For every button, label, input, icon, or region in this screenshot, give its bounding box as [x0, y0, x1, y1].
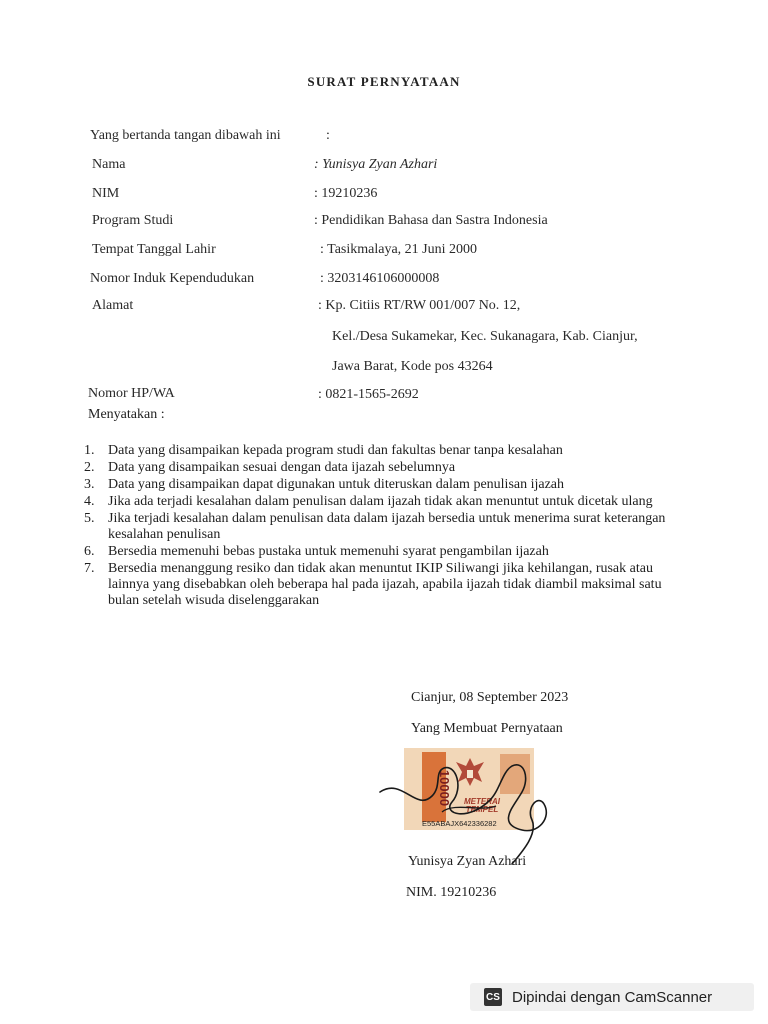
field-value-alamat: : Kp. Citiis RT/RW 001/007 No. 12, — [318, 298, 521, 313]
item-number: 5. — [84, 511, 95, 526]
signature-place-date: Cianjur, 08 September 2023 — [411, 690, 569, 705]
field-value-nik: : 3203146106000008 — [320, 271, 440, 286]
item-text: Data yang disampaikan dapat digunakan untuk diteruskan dalam penulisan ijazah — [108, 477, 565, 492]
field-value-ttl: : Tasikmalaya, 21 Juni 2000 — [320, 242, 478, 257]
item-number: 6. — [84, 544, 95, 559]
item-number: 1. — [84, 443, 95, 458]
statement-list — [84, 443, 694, 610]
stamp-label-meterai: METERAI — [464, 797, 500, 806]
item-text: Bersedia memenuhi bebas pustaka untuk memenuhi syarat pengambilan ijazah — [108, 544, 549, 559]
field-label-alamat: Alamat — [92, 298, 134, 313]
signature-maker-label: Yang Membuat Pernyataan — [411, 721, 563, 736]
signature-nim: NIM. 19210236 — [406, 885, 497, 900]
intro-text: Yang bertanda tangan dibawah ini — [90, 128, 281, 143]
item-number: 3. — [84, 477, 95, 492]
field-label-nik: Nomor Induk Kependudukan — [90, 271, 255, 286]
item-number: 7. — [84, 561, 95, 576]
camscanner-watermark — [470, 983, 754, 1011]
stamp-value: 10000 — [437, 769, 452, 807]
list-item — [84, 460, 694, 476]
field-value-nim: : 19210236 — [314, 186, 378, 201]
intro-colon: : — [326, 128, 330, 143]
field-label-program-studi: Program Studi — [92, 213, 174, 228]
document-title: SURAT PERNYATAAN — [307, 74, 461, 89]
camscanner-icon: CS — [484, 988, 502, 1006]
item-number: 2. — [84, 460, 95, 475]
item-number: 4. — [84, 494, 95, 509]
list-item — [84, 477, 694, 493]
list-item — [84, 561, 694, 609]
handwritten-signature — [372, 752, 562, 867]
field-value-program-studi: : Pendidikan Bahasa dan Sastra Indonesia — [314, 213, 548, 228]
list-item — [84, 544, 694, 560]
list-item — [84, 511, 694, 543]
item-text: Data yang disampaikan kepada program studi dan fakultas benar tanpa kesalahan — [108, 443, 563, 458]
signature-name: Yunisya Zyan Azhari — [408, 854, 527, 869]
camscanner-text: Dipindai dengan CamScanner — [512, 988, 713, 1006]
field-label-nama: Nama — [92, 157, 126, 172]
list-item — [84, 443, 694, 459]
address-line-2: Kel./Desa Sukamekar, Kec. Sukanagara, Kab. Cianjur, — [332, 329, 638, 344]
stamp-serial: E55ABAJX642336282 — [422, 819, 497, 828]
field-label-phone: Nomor HP/WA — [88, 386, 175, 401]
stamp-label-tempel: TEMPEL — [465, 805, 499, 814]
item-text: Data yang disampaikan sesuai dengan data ijazah sebelumnya — [108, 460, 456, 475]
field-label-nim: NIM — [92, 186, 120, 201]
field-value-nama: : Yunisya Zyan Azhari — [314, 157, 438, 172]
statement-heading: Menyatakan : — [88, 407, 165, 422]
item-text: Bersedia menanggung resiko dan tidak akan menuntut IKIP Siliwangi jika kehilangan, rusak atau lainnya yang disebabkan oleh beberapa hal pada ijazah, apabila ijazah tidak diambil maksimal satu bulan setelah wisuda diselenggarakan — [108, 561, 662, 608]
address-line-3: Jawa Barat, Kode pos 43264 — [332, 359, 493, 374]
list-item — [84, 494, 694, 510]
field-value-phone: : 0821-1565-2692 — [318, 387, 419, 402]
field-label-ttl: Tempat Tanggal Lahir — [92, 242, 216, 257]
item-text: Jika ada terjadi kesalahan dalam penulisan dalam ijazah tidak akan menuntut untuk dicetak ulang — [108, 494, 653, 509]
item-text: Jika terjadi kesalahan dalam penulisan data dalam ijazah bersedia untuk menerima surat keterangan kesalahan penulisan — [108, 511, 666, 542]
